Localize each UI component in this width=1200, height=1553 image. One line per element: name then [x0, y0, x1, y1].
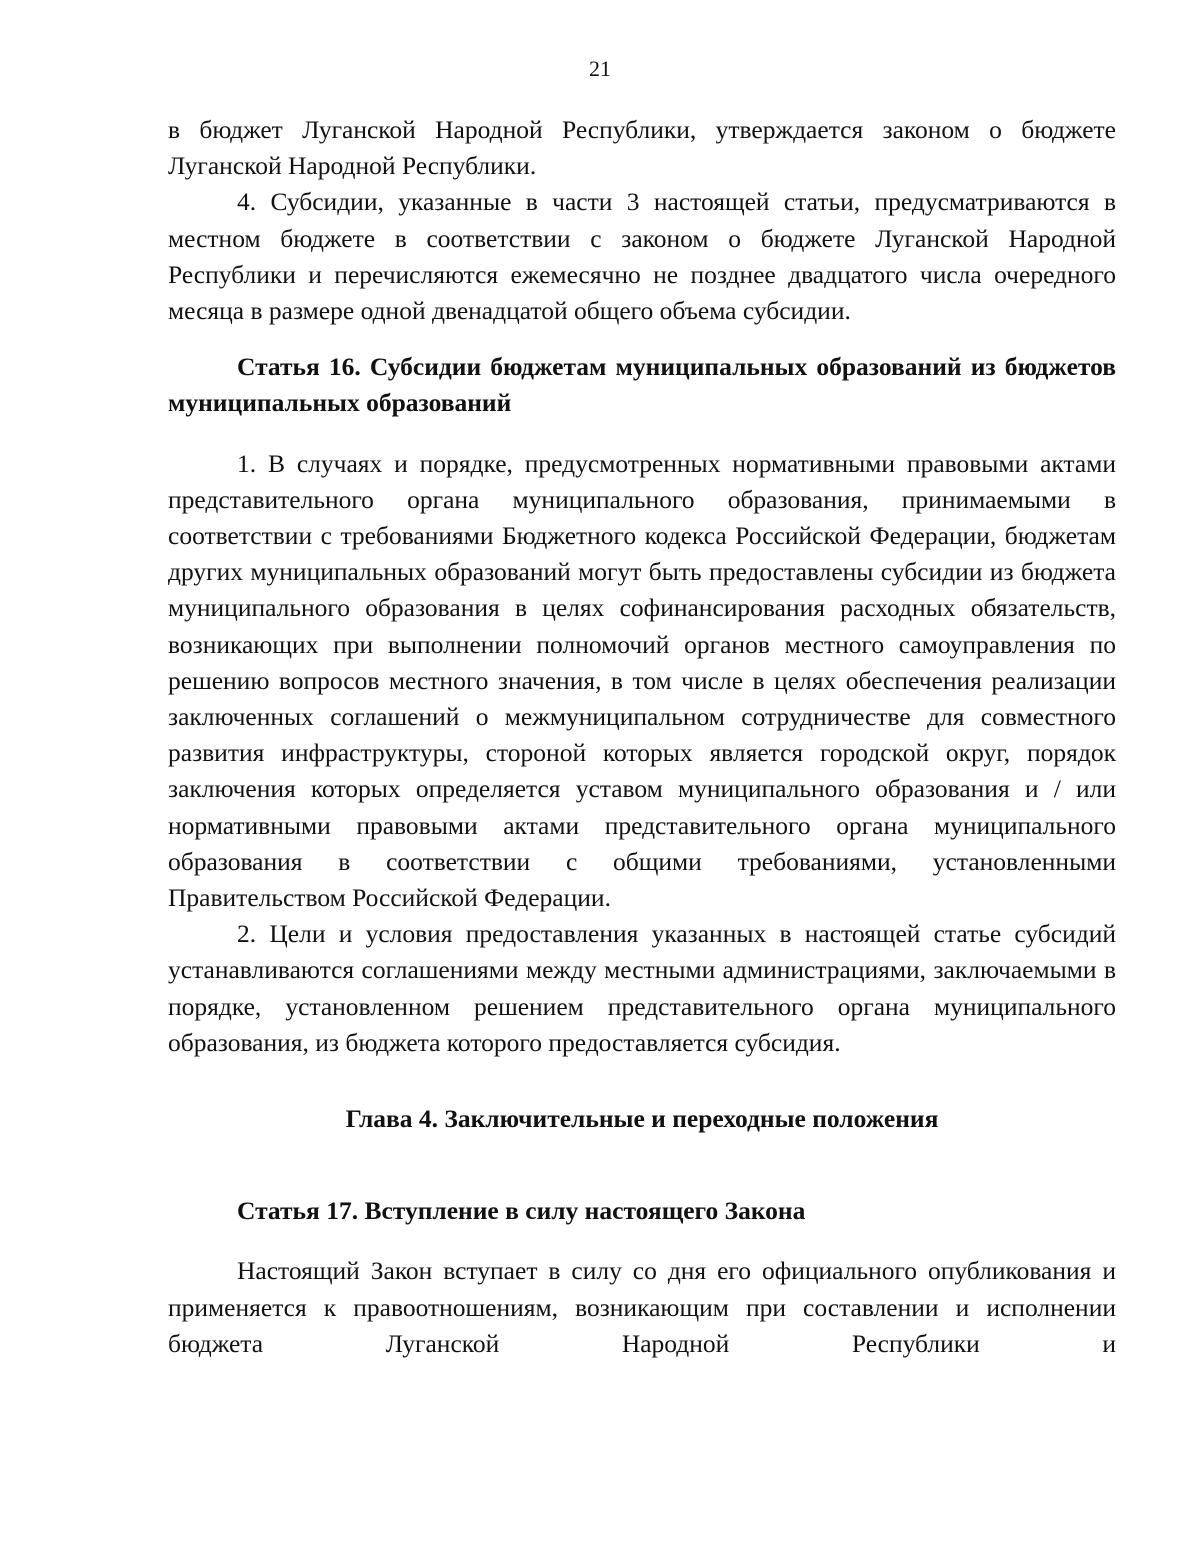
document-body	[168, 112, 1116, 1362]
article-16-heading: Статья 16. Субсидии бюджетам муниципальных образований из бюджетов муниципальных образований	[168, 352, 1116, 418]
article-17-paragraph: Настоящий Закон вступает в силу со дня его официального опубликования и применяется к правоотношениям, возникающим при составлении и исполнении бюджета Луганской Народной Республики и	[168, 1256, 1116, 1358]
paragraph-continuation: в бюджет Луганской Народной Республики, утверждается законом о бюджете Луганской Народной Республики.	[168, 115, 1116, 181]
article-16-part-1: 1. В случаях и порядке, предусмотренных нормативными правовыми актами представительного органа муниципального образования, принимаемыми в соответствии с требованиями Бюджетного кодекса Российской Федерации, бюджетам других муниципальных образований могут быть предоставлены субсидии из бюджета муниципального образования в целях софинансирования расходных обязательств, возникающих при выполнении полномочий органов местного самоуправления по решению вопросов местного значения, в том числе в целях обеспечения реализации заключенных соглашений о межмуниципальном сотрудничестве для совместного развития инфраструктуры, стороной которых является городской округ, порядок заключения которых определяется уставом муниципального образования и / или нормативными правовыми актами представительного органа муниципального образования в соответствии с общими требованиями, установленными Правительством Российской Федерации.	[168, 448, 1116, 913]
article-16-part-2: 2. Цели и условия предоставления указанных в настоящей статье субсидий устанавливаются соглашениями между местными администрациями, заключаемыми в порядке, установленном решением представительного органа муниципального образования, из бюджета которого предоставляется субсидия.	[168, 919, 1116, 1057]
article-17-heading: Статья 17. Вступление в силу настоящего Закона	[237, 1196, 806, 1226]
chapter-4-heading: Глава 4. Заключительные и переходные положения	[345, 1104, 939, 1134]
paragraph-part-4: 4. Субсидии, указанные в части 3 настоящей статьи, предусматриваются в местном бюджете в соответствии с законом о бюджете Луганской Народной Республики и перечисляются ежемесячно не позднее двадцатого числа очередного месяца в размере одной двенадцатой общего объема субсидии.	[168, 187, 1116, 326]
page-number: 21	[589, 56, 611, 81]
